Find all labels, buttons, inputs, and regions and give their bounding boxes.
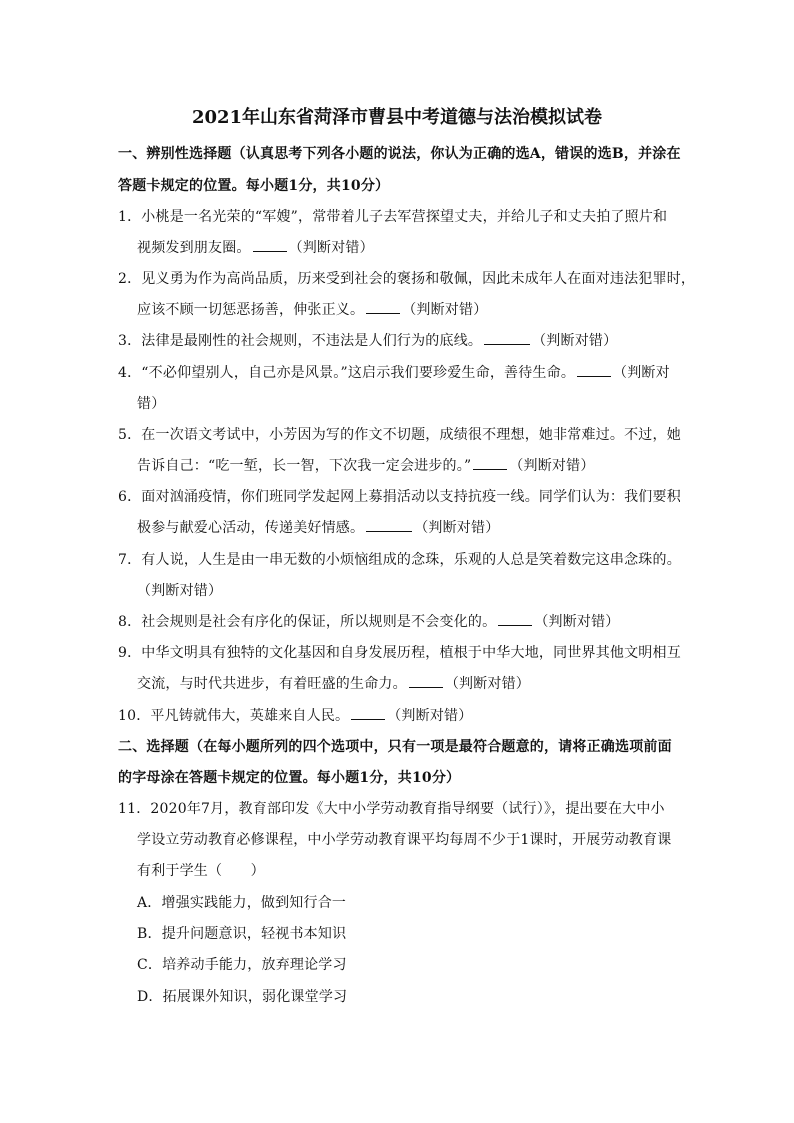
- q11-line3: 有利于学生（ ）: [137, 863, 265, 879]
- q6-judge: （判断对错）: [414, 520, 500, 536]
- section1-heading-line2: 答题卡规定的位置。每小题1分，共10分）: [118, 178, 390, 194]
- q10-judge: （判断对错）: [387, 708, 473, 724]
- q8-text: 8．社会规则是社会有序化的保证，所以规则是不会变化的。: [118, 614, 497, 630]
- q5-line1: 5．在一次语文考试中，小芳因为写的作文不切题，成绩很不理想，她非常难过。不过，她: [118, 427, 681, 443]
- section2-heading-line2: 的字母涂在答题卡规定的位置。每小题1分，共10分）: [118, 770, 461, 786]
- section2-heading-line1: 二、选择题（在每小题所列的四个选项中，只有一项是最符合题意的，请将正确选项前面: [118, 739, 672, 755]
- q2-line1: 2．见义勇为作为高尚品质，历来受到社会的褒扬和敬佩，因此未成年人在面对违法犯罪时，: [118, 271, 696, 287]
- q4-judge: （判断对: [613, 365, 670, 381]
- q4-answer-blank: [577, 362, 611, 377]
- q7-line2: （判断对错）: [137, 583, 223, 599]
- q10-text: 10．平凡铸就伟大，英雄来自人民。: [118, 708, 350, 724]
- q3-line1: [118, 330, 678, 352]
- q1-answer-blank: [253, 237, 287, 252]
- q9-line1: 9．中华文明具有独特的文化基因和自身发展历程，植根于中华大地，同世界其他文明相互: [118, 645, 681, 661]
- q7-line1: 7．有人说，人生是由一串无数的小烦恼组成的念珠，乐观的人总是笑着数完这串念珠的。: [118, 552, 681, 568]
- q3-judge: （判断对错）: [532, 333, 618, 349]
- page-title: 2021年山东省菏泽市曹县中考道德与法治模拟试卷: [191, 107, 603, 128]
- q2-judge: （判断对错）: [402, 302, 488, 318]
- q11-option-b: B．提升问题意识，轻视书本知识: [137, 926, 347, 942]
- q1-line1: 1．小桃是一名光荣的“军嫂”，常带着儿子去军营探望丈夫，并给儿子和丈夫拍了照片和: [118, 209, 668, 225]
- q1-text: 视频发到朋友圈。: [137, 240, 251, 256]
- q11-option-c: C．培养动手能力，放弃理论学习: [137, 957, 347, 973]
- q9-judge: （判断对错）: [444, 676, 531, 692]
- q6-text: 极参与献爱心活动，传递美好情感。: [137, 520, 365, 536]
- q6-line2: [137, 517, 697, 539]
- q3-answer-blank: [484, 330, 530, 345]
- q1-judge: （判断对错）: [288, 240, 374, 256]
- q8-answer-blank: [498, 611, 532, 626]
- q10-answer-blank: [351, 705, 385, 720]
- q5-line2: [137, 455, 697, 477]
- q2-answer-blank: [366, 299, 400, 314]
- q11-option-a: A．增强实践能力，做到知行合一: [137, 895, 347, 911]
- q8-judge: （判断对错）: [534, 614, 620, 630]
- q2-text: 应该不顾一切惩恶扬善，伸张正义。: [137, 302, 365, 318]
- q9-answer-blank: [409, 673, 443, 688]
- q6-line1: 6．面对汹涌疫情，你们班同学发起网上募捐活动以支持抗疫一线。同学们认为：我们要积: [118, 489, 681, 505]
- q6-answer-blank: [366, 517, 412, 532]
- q3-text: 3．法律是最刚性的社会规则，不违法是人们行为的底线。: [118, 333, 483, 349]
- q5-text: 告诉自己：“吃一堑，长一智，下次我一定会进步的。”: [137, 458, 472, 474]
- q5-answer-blank: [473, 455, 507, 470]
- q10-line1: [118, 705, 678, 727]
- q1-line2: [137, 237, 697, 259]
- q11-option-d: D．拓展课外知识，弱化课堂学习: [137, 989, 348, 1005]
- q9-line2: [137, 673, 697, 695]
- q11-line1: 11．2020年7月，教育部印发《大中小学劳动教育指导纲要（试行）》，提出要在大中小: [118, 801, 665, 817]
- q4-line2: 错）: [137, 396, 166, 412]
- q9-text: 交流，与时代共进步，有着旺盛的生命力。: [137, 676, 407, 692]
- q2-line2: [137, 299, 697, 321]
- q11-line2: 学设立劳动教育必修课程，中小学劳动教育课平均每周不少于1课时，开展劳动教育课: [137, 832, 672, 848]
- q5-judge: （判断对错）: [509, 458, 595, 474]
- q4-text: 4．“不必仰望别人，自己亦是风景。”这启示我们要珍爱生命，善待生命。: [118, 365, 576, 381]
- section1-heading-line1: 一、辨别性选择题（认真思考下列各小题的说法，你认为正确的选A，错误的选B，并涂在: [118, 146, 681, 162]
- q4-line1: [118, 362, 678, 384]
- q8-line1: [118, 611, 678, 633]
